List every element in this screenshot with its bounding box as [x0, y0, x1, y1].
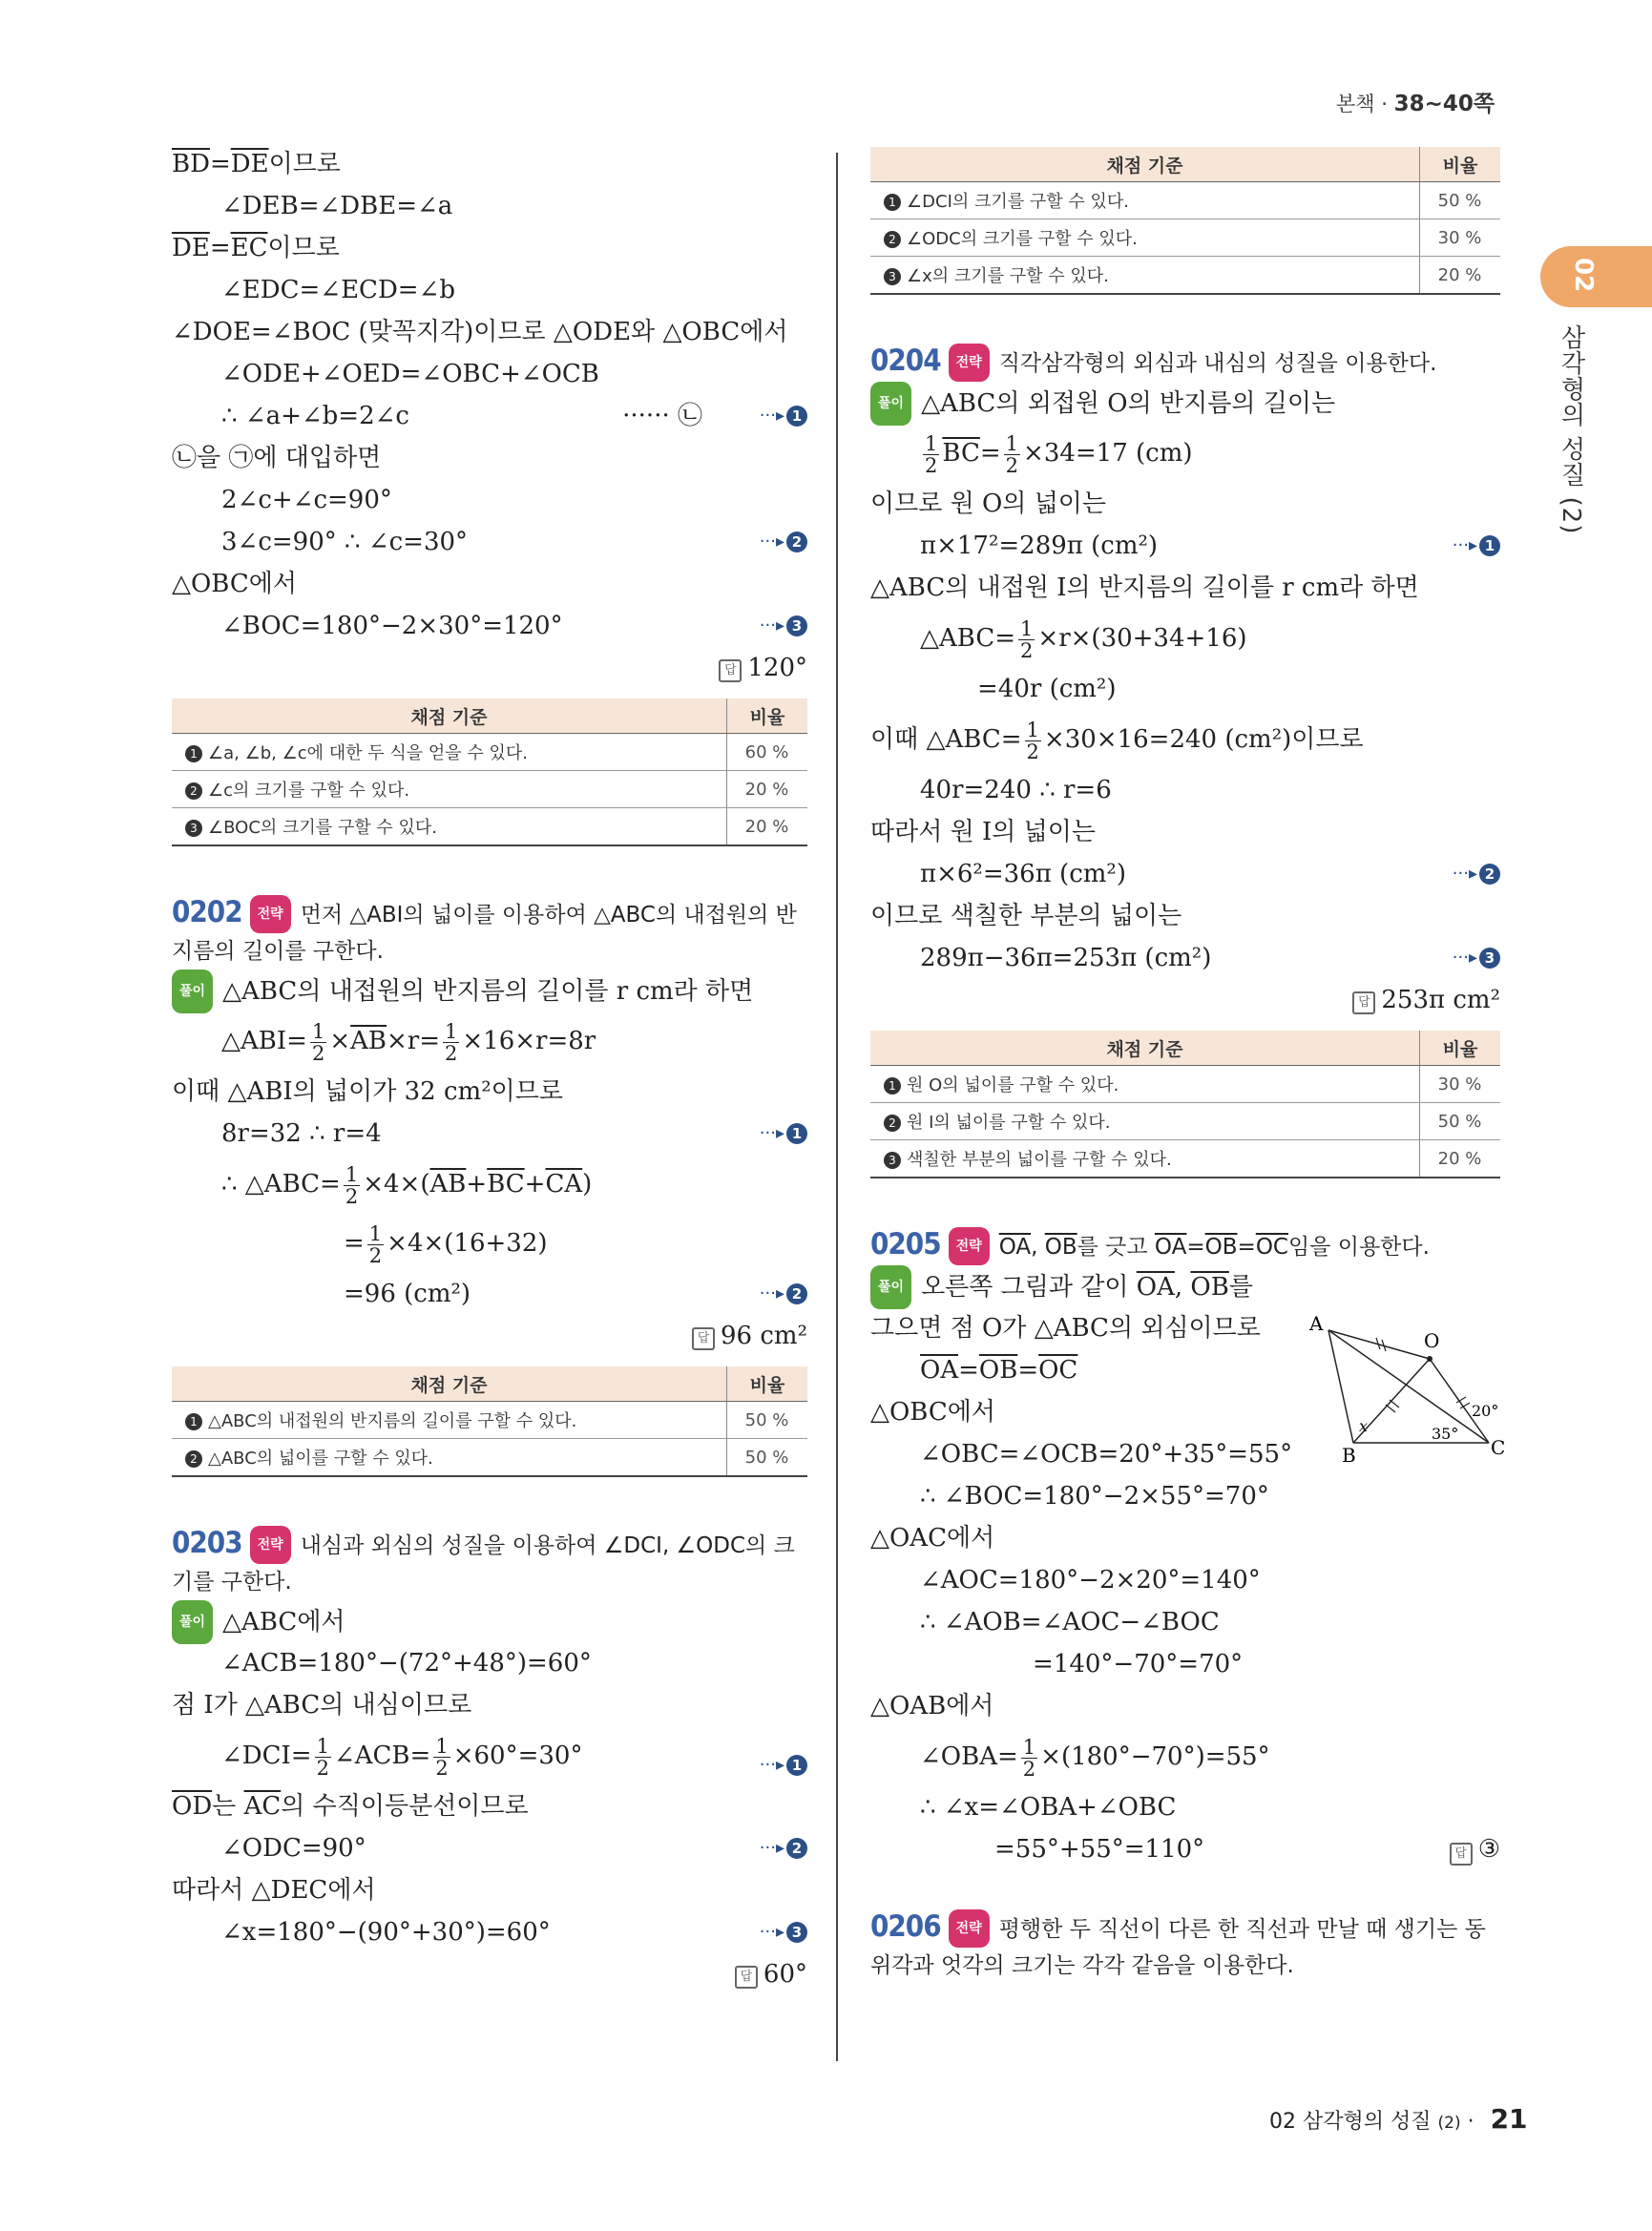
- text-line: 2∠c+∠c=90°: [221, 486, 392, 514]
- text-line: $\overline{OD}$는 $\overline{AC}$의 수직이등분선이므로: [172, 1792, 529, 1821]
- text-line: ∠EDC=∠ECD=∠b: [221, 276, 456, 304]
- text-line: 따라서 원 I의 넓이는: [870, 818, 1096, 846]
- chapter-side-title: 삼각형의 성질 (2): [1557, 324, 1585, 535]
- scoring-table: 채점 기준 비율 1 ∠DCI의 크기를 구할 수 있다. 50 % 2 ∠ODC의 크기를 구할 수 있다. 30 % 3 ∠x의 크기를 구할 수 있다. 20 %: [870, 147, 1500, 295]
- answer-icon: 답: [1352, 991, 1375, 1014]
- problem-0202-strategy: 0202 전략 먼저 △ABI의 넓이를 이용하여 △ABC의 내접원의 반지름의 길이를 구한다.: [172, 895, 797, 964]
- text-line: ∠DEB=∠DBE=∠a: [221, 192, 453, 220]
- answer: 답 ③: [1450, 1828, 1500, 1870]
- text-line: =96 (cm²) ···▸ 2: [172, 1273, 807, 1315]
- chapter-tab-number: 02: [1569, 258, 1598, 293]
- step-marker: ···▸ 1: [1453, 525, 1500, 567]
- angle-label-35: 35°: [1432, 1425, 1459, 1443]
- text-line: 풀이 △ABC에서: [172, 1600, 807, 1642]
- text-line: $\overline{DE}=\overline{EC}$이므로: [172, 234, 340, 262]
- text-line: 이므로 색칠한 부분의 넓이는: [870, 902, 1182, 930]
- text-line: ∴ ∠BOC=180°−2×55°=70°: [920, 1482, 1269, 1511]
- text-line: 풀이 △ABC의 내접원의 반지름의 길이를 r cm라 하면: [172, 970, 807, 1011]
- text-line: 점 I가 △ABC의 내심이므로: [172, 1691, 472, 1720]
- text-line: π×17²=289π (cm²) ···▸ 1: [870, 525, 1500, 567]
- problem-number: 0205: [870, 1227, 941, 1261]
- triangle-figure: [1307, 1309, 1508, 1467]
- answer-icon: 답: [692, 1327, 715, 1350]
- text-line: 그으면 점 O가 △ABC의 외심이므로: [870, 1314, 1261, 1343]
- problem-number: 0206: [870, 1909, 941, 1944]
- step-marker: ···▸ 2: [760, 1827, 807, 1869]
- text-line: ∠OBA= $\frac{1}{2}$ ×(180°−70°)=55°: [920, 1735, 1270, 1781]
- strategy-badge: 전략: [949, 1227, 990, 1265]
- page-reference: 본책 · 38~40쪽: [1336, 92, 1495, 116]
- step-marker: ···▸ 1: [760, 1736, 807, 1795]
- strategy-badge: 전략: [949, 344, 990, 382]
- scoring-table: 채점 기준 비율 1 △ABC의 내접원의 반지름의 길이를 구할 수 있다. 50 % 2 △ABC의 넓이를 구할 수 있다. 50 %: [172, 1366, 807, 1477]
- text-line: [172, 395, 807, 437]
- answer: 답 253π cm²: [870, 979, 1500, 1021]
- footer-sub: (2): [1437, 2114, 1461, 2133]
- text-line: ∴ ∠AOB=∠AOC−∠BOC: [920, 1608, 1220, 1637]
- solution-badge: 풀이: [172, 970, 213, 1013]
- answer-icon: 답: [1450, 1843, 1473, 1866]
- page-reference-prefix: 본책: [1336, 93, 1375, 115]
- text-line: ∠AOC=180°−2×20°=140°: [920, 1566, 1261, 1595]
- text-line: ∠OBC=∠OCB=20°+35°=55°: [920, 1440, 1293, 1469]
- text-line: △OAB에서: [870, 1692, 994, 1720]
- vertex-label-o: O: [1424, 1329, 1440, 1352]
- step-marker: ···▸ 1: [760, 1113, 807, 1155]
- solution-badge: 풀이: [870, 382, 911, 426]
- text-line: ∴ △ABC= $\frac{1}{2}$ $\times 4\times(\overline{AB}+\overline{BC}+\overline{CA})$: [221, 1162, 593, 1208]
- problem-0204-strategy: 0204 전략 직각삼각형의 외심과 내심의 성질을 이용한다.: [870, 343, 1500, 382]
- text-line: △ABC= $\frac{1}{2}$ ×r×(30+34+16): [920, 616, 1247, 662]
- column-divider: [836, 153, 838, 2061]
- step-marker: ···▸ 2: [760, 521, 807, 563]
- vertex-label-c: C: [1491, 1436, 1506, 1459]
- text-line: π×6²=36π (cm²) ···▸ 2: [870, 853, 1500, 895]
- text-line: ∴ ∠x=∠OBA+∠OBC: [920, 1793, 1177, 1822]
- problem-0203-strategy: 0203 전략 내심과 외심의 성질을 이용하여 ∠DCI, ∠ODC의 크기를 구한다.: [172, 1526, 795, 1595]
- angle-label-x: x: [1359, 1417, 1369, 1435]
- answer: 답 96 cm²: [172, 1315, 807, 1357]
- step-marker: ···▸ 1: [760, 395, 807, 437]
- text-line: 풀이 오른쪽 그림과 같이 $\overline{OA}$, $\overline{OB}$를: [870, 1265, 1500, 1307]
- text-line: ㉡을 ㉠에 대입하면: [172, 444, 382, 472]
- strategy-badge: 전략: [250, 1526, 291, 1564]
- strategy-badge: 전략: [250, 895, 291, 933]
- text-line: ∠DOE=∠BOC (맞꼭지각)이므로 △ODE와 △OBC에서: [172, 318, 788, 346]
- vertex-label-a: A: [1309, 1312, 1324, 1335]
- problem-0205-strategy: 0205 전략 $\overline{OA}$, $\overline{OB}$를 긋고 $\overline{OA}=\overline{OB}=\overline{OC}$임을 이용한다.: [870, 1226, 1500, 1265]
- equation-tag: ······ ㉡: [622, 402, 702, 430]
- text-line: △OAC에서: [870, 1524, 995, 1553]
- text-line: 이때 △ABC= $\frac{1}{2}$ ×30×16=240 (cm²)이므로: [870, 718, 1364, 763]
- text-line: ∠BOC=180°−2×30°=120° ···▸ 3: [172, 605, 807, 647]
- text-line: △OBC에서: [172, 570, 298, 598]
- angle-label-20: 20°: [1472, 1402, 1499, 1420]
- answer-icon: 답: [735, 1966, 758, 1989]
- page-number: 21: [1490, 2103, 1528, 2135]
- scoring-table: 채점 기준 비율 1 원 O의 넓이를 구할 수 있다. 30 % 2 원 I의 넓이를 구할 수 있다. 50 % 3 색칠한 부분의 넓이를 구할 수 있다. 20 %: [870, 1031, 1500, 1178]
- text-line: 8r=32 ∴ r=4 ···▸ 1: [172, 1113, 807, 1155]
- text-line: ∠ODE+∠OED=∠OBC+∠OCB: [221, 360, 599, 388]
- text-line: $\overline{BD}=\overline{DE}$이므로: [172, 150, 341, 178]
- answer: 답 120°: [172, 647, 807, 689]
- strategy-badge: 전략: [949, 1909, 990, 1948]
- step-marker: ···▸ 2: [1453, 853, 1500, 895]
- scoring-table: 채점 기준 비율 1 ∠a, ∠b, ∠c에 대한 두 식을 얻을 수 있다. 60 % 2 ∠c의 크기를 구할 수 있다. 20 % 3 ∠BOC의 크기를 구할 수 있다. 20 %: [172, 698, 807, 846]
- text-line: ∠ODC=90° ···▸ 2: [172, 1827, 807, 1869]
- vertex-label-b: B: [1342, 1444, 1356, 1467]
- problem-number: 0202: [172, 895, 242, 929]
- text-line: =140°−70°=70°: [1033, 1650, 1244, 1678]
- page-footer: 02 삼각형의 성질 (2) · 21: [1269, 2103, 1528, 2135]
- solution-badge: 풀이: [172, 1600, 213, 1644]
- text-line: ∠DCI= $\frac{1}{2}$ ∠ACB= $\frac{1}{2}$ ×60°=30° ···▸ 1: [172, 1726, 807, 1785]
- left-column: [172, 143, 807, 1995]
- right-column: [870, 143, 1500, 1984]
- step-marker: ···▸ 3: [760, 605, 807, 647]
- text-line: $\overline{OA}=\overline{OB}=\overline{OC}$: [920, 1356, 1078, 1385]
- text-line: =55°+55°=110° 답 ③: [870, 1828, 1500, 1870]
- text-line: ∠x=180°−(90°+30°)=60° ···▸ 3: [172, 1911, 807, 1953]
- text-line: 따라서 △DEC에서: [172, 1876, 376, 1905]
- text-line: △ABI= $\frac{1}{2}$ $\times\overline{AB}\times r=$ $\frac{1}{2}$ ×16×r=8r: [221, 1019, 596, 1065]
- text-line: 이때 △ABI의 넓이가 32 cm²이므로: [172, 1077, 563, 1106]
- step-marker: ···▸ 3: [760, 1911, 807, 1953]
- text-line: 3∠c=90° ∴ ∠c=30° ···▸ 2: [172, 521, 807, 563]
- step-marker: ···▸ 3: [1453, 937, 1500, 979]
- text-line: 289π−36π=253π (cm²) ···▸ 3: [870, 937, 1500, 979]
- problem-0206-strategy: 0206 전략 평행한 두 직선이 다른 한 직선과 만날 때 생기는 동위각과 엇각의 크기는 각각 같음을 이용한다.: [870, 1909, 1486, 1978]
- text-line: 풀이 △ABC의 외접원 O의 반지름의 길이는: [870, 382, 1500, 424]
- text-line: $\frac{1}{2}$ $\overline{BC}=$ $\frac{1}{2}$ ×34=17 (cm): [925, 431, 1193, 477]
- footer-chapter: 02 삼각형의 성질: [1269, 2110, 1432, 2134]
- text-line: = $\frac{1}{2}$ ×4×(16+32): [344, 1221, 548, 1267]
- problem-number: 0203: [172, 1526, 242, 1560]
- text-line: 40r=240 ∴ r=6: [920, 776, 1112, 804]
- text-line: △ABC의 내접원 I의 반지름의 길이를 r cm라 하면: [870, 573, 1419, 602]
- problem-number: 0204: [870, 344, 941, 378]
- text-line: =40r (cm²): [977, 675, 1117, 703]
- page-reference-pages: 38~40쪽: [1393, 92, 1495, 116]
- step-marker: ···▸ 2: [760, 1273, 807, 1315]
- answer: 답 60°: [172, 1953, 807, 1995]
- text-line: △OBC에서: [870, 1398, 996, 1427]
- answer-icon: 답: [719, 659, 742, 682]
- solution-badge: 풀이: [870, 1265, 911, 1309]
- text-line: 이므로 원 O의 넓이는: [870, 490, 1107, 518]
- equation: ∴ ∠a+∠b=2∠c: [221, 402, 409, 430]
- text-line: ∠ACB=180°−(72°+48°)=60°: [221, 1649, 592, 1678]
